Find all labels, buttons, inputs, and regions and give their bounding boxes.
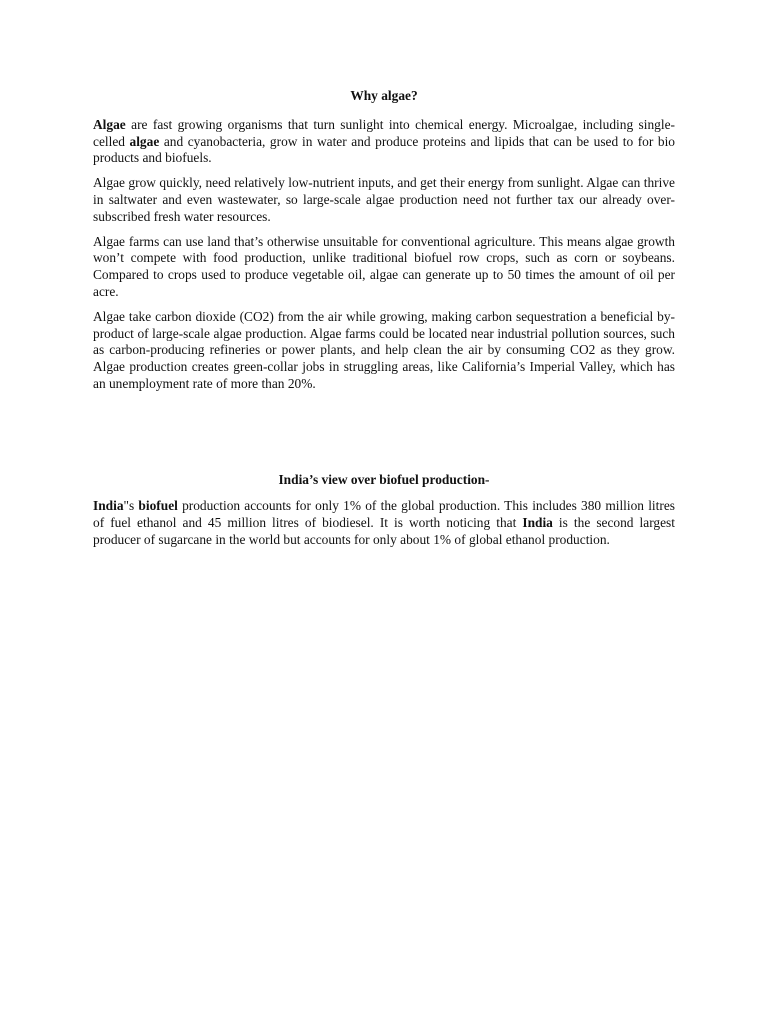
paragraph-text: production accounts for only 1% of the global production. This includes 380 million litres of fuel ethanol and 45 million litres of biodiesel. It is worth noticing that	[93, 498, 675, 530]
paragraph-algae-intro	[93, 117, 675, 167]
india-section	[93, 498, 675, 556]
bold-term-algae: Algae	[93, 116, 126, 132]
paragraph-carbon-dioxide: Algae take carbon dioxide (CO2) from the air while growing, making carbon sequestration a beneficial by-product of large-scale algae production. Algae farms could be located near industrial pollution sources, such as carbon-producing refineries or power plants, and help clean the air by consuming CO2 as they grow. Algae production creates green-collar jobs in struggling areas, like California’s Imperial Valley, which has an unemployment rate of more than 20%.	[93, 308, 675, 391]
paragraph-text: "s	[123, 498, 139, 513]
paragraph-algae-farms: Algae farms can use land that’s otherwise unsuitable for conventional agriculture. This means algae growth won’t compete with food production, unlike traditional biofuel row crops, such as corn or soybeans. Compared to crops used to produce vegetable oil, algae can generate up to 50 times the amount of oil per acre.	[93, 233, 675, 299]
bold-term-india: India	[93, 498, 124, 513]
paragraph-algae-growth: Algae grow quickly, need relatively low-nutrient inputs, and get their energy from sunlight. Algae can thrive in saltwater and even wastewater, so large-scale algae production need not further tax our already over-subscribed fresh water resources.	[93, 175, 675, 224]
bold-term-algae: algae	[129, 133, 160, 149]
bold-term-india: India	[522, 514, 553, 530]
document-page	[93, 88, 675, 401]
bold-term-biofuel: biofuel	[138, 498, 178, 513]
paragraph-india-biofuel	[93, 498, 675, 548]
paragraph-text: are fast growing organisms that turn sunlight into chemical energy. Microalgae, including single-celled	[93, 116, 675, 149]
section-heading-india-biofuel: India’s view over biofuel production-	[278, 472, 490, 487]
section-heading-why-algae: Why algae?	[350, 88, 418, 103]
paragraph-text: is the second largest producer of sugarcane in the world but accounts for only about 1% of global ethanol production.	[93, 514, 675, 547]
paragraph-text: and cyanobacteria, grow in water and produce proteins and lipids that can be used to for bio products and biofuels.	[93, 133, 675, 166]
